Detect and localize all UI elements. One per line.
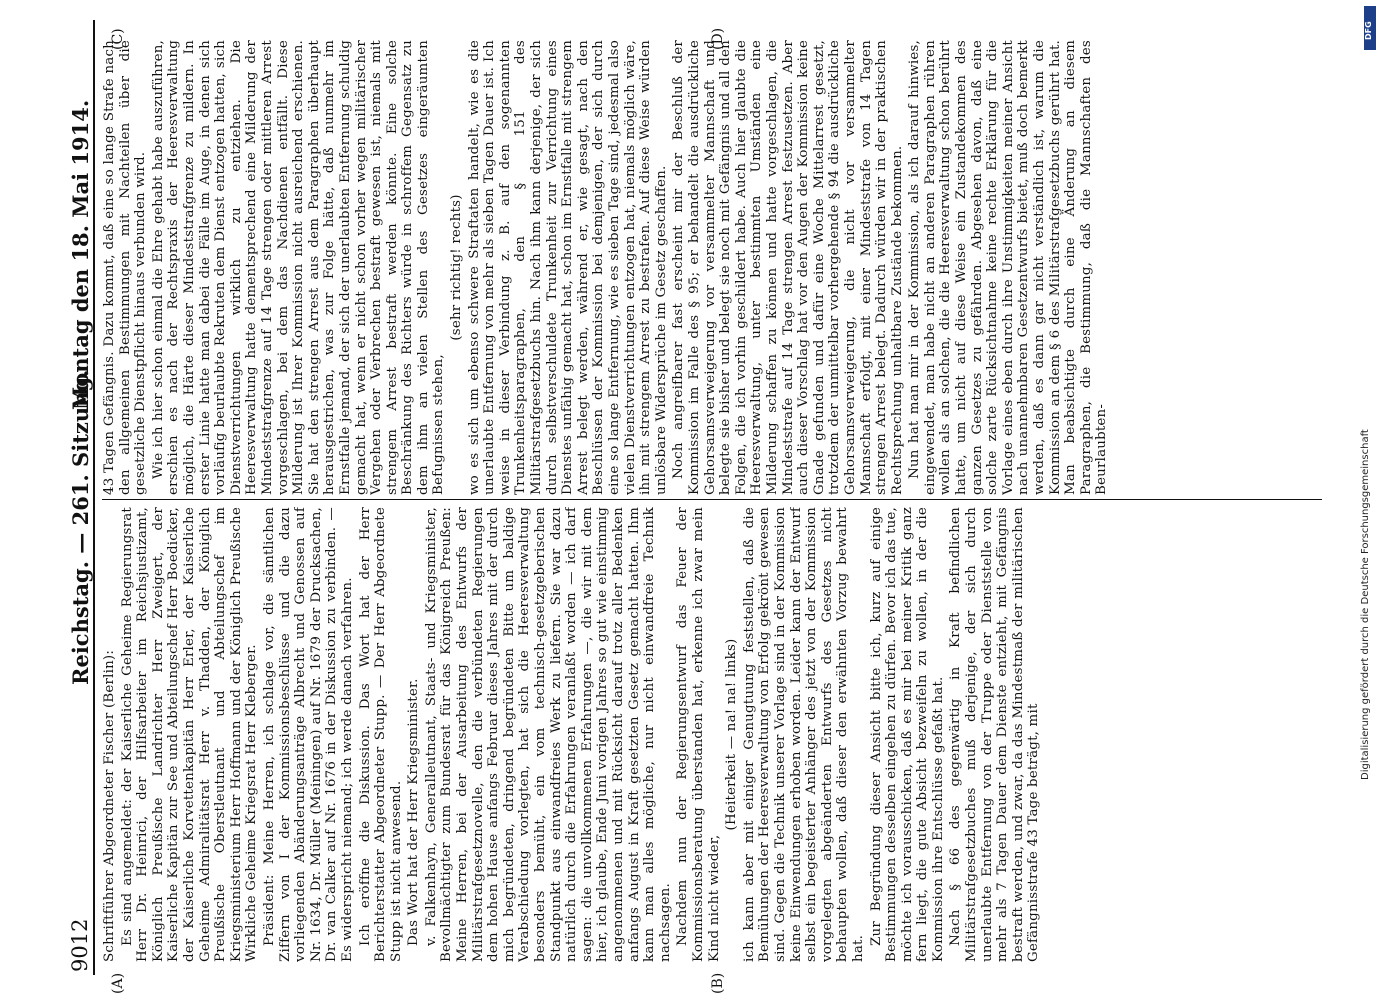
left-column xyxy=(102,507,1322,962)
column-divider xyxy=(102,499,1322,500)
paragraph: Schriftführer Abgeordneter Fischer (Berlin): xyxy=(102,649,117,962)
paragraph: Ich eröffne die Diskussion. Das Wort hat der Herr Berichterstatter Abgeordneter Stupp. — Der Herr Abgeordnete Stupp ist nicht anwesend. xyxy=(357,507,404,962)
paragraph: Wie ich hier schon einmal die Ehre gehabt habe auszuführen, erschien es nach der Rechtspraxis der Heeresverwaltung möglich, die Härte dieser Mindeststrafgrenze zu mildern. In erster Linie hatte man dabei die Fälle im Auge, in denen sich vorläufig beurlaubte Rekruten dem Dienst entzogen hatten, sich Dienstverrichtungen wirklich zu entziehen. Die Heeresverwaltung hatte dementsprechend eine Milderung der Mindeststrafgrenze auf 14 Tage strengen oder mittleren Arrest vorgeschlagen, bei dem das Nachdienen entfällt. Diese Milderung ist Ihrer Kommission nicht ausreichend erschienen. Sie hat den strengen Arrest aus dem Paragraphen überhaupt herausgestrichen, was zur Folge hätte, daß nunmehr im Ernstfalle jemand, der sich der unerlaubten Entfernung schuldig gemacht hat, wenn er nicht schon vorher wegen militärischer Vergehen oder Verbrechen bestraft gewesen ist, niemals mit strengem Arrest bestraft werden könnte. Eine solche Beschränkung des Richters würde in schroffem Gegensatz zu dem ihm an vielen Stellen des Gesetzes eingeräumten Befugnissen stehen, xyxy=(150,40,447,495)
paragraph: Präsident: Meine Herren, ich schlage vor, die sämtlichen Ziffern von I der Kommissionsbeschlüsse und die dazu vorliegenden Abänderungsanträge Albrecht und Genossen auf Nr. 1634, Dr. Müller (Meiningen) auf Nr. 1679 der Drucksachen, Dr. van Calker auf Nr. 1676 in der Diskussion zu verbinden. — Es widerspricht niemand; ich werde danach verfahren. xyxy=(261,507,355,962)
margin-marker-c: (C) xyxy=(110,28,126,50)
paragraph: ich kann aber mit einiger Genugtuung feststellen, daß die Bemühungen der Heeresverwaltung von Erfolg gekrönt gewesen sind. Gegen die Technik unserer Vorlage sind in der Kommission keine Einwendungen erhoben worden. Leider kann der Entwurf selbst ein begeisterter Anhänger des jetzt von der Kommission vorgelegten abgeänderten Entwurfs des Gesetzes nicht behaupten wollen, daß dieser den erwähnten Vorzug bewahrt hat. xyxy=(741,507,866,962)
paragraph: 43 Tagen Gefängnis. Dazu kommt, daß eine so lange Strafe nach den allgemeinen Bestimmungen mit Nachteilen über die gesetzliche Dienstpflicht hinaus verbunden wird. xyxy=(102,40,149,495)
paragraph: Das Wort hat der Herr Kriegsminister. xyxy=(406,678,422,946)
page-number: 9012 xyxy=(68,918,92,972)
credit-text: Digitalisierung gefördert durch die Deutsche Forschungsgemeinschaft xyxy=(1360,429,1371,780)
dfg-logo: DFG xyxy=(1364,6,1376,50)
page-header xyxy=(62,10,102,990)
paragraph: Nach § 66 des gegenwärtig in Kraft befindlichen Militärstrafgesetzbuches muß derjenige, der sich durch unerlaubte Entfernung von der Truppe oder Dienststelle von mehr als 7 Tagen Dauer dem Dienste entzieht, mit Gefängnis bestraft werden, und zwar, da das Mindestmaß der militärischen Gefängnisstrafe 43 Tage beträgt, mit xyxy=(948,507,1042,962)
paragraph: Noch angreifbarer fast erscheint mir der Beschluß der Kommission im Falle des § 95; er behandelt die ausdrückliche Gehorsamsverweigerung vor versammelter Mannschaft und belegte sie bisher und belegt sie noch mit Gefängnis und all den Folgen, die ich vorhin geschildert habe. Auch hier glaubte die Heeresverwaltung, unter bestimmten Umständen eine Milderung schaffen zu können und hatte vorgeschlagen, die Mindeststrafe auf 14 Tage strengen Arrest festzusetzen. Aber auch dieser Vorschlag hat vor den Augen der Kommission keine Gnade gefunden und dafür eine Woche Mittelarrest gesetzt, trotzdem der unmittelbar vorhergehende § 94 die ausdrückliche Gehorsamsverweigerung, die nicht vor versammelter Mannschaft erfolgt, mit einer Mindeststrafe von 14 Tagen strengen Arrest belegt. Dadurch würden wir in der praktischen Rechtsprechung unhaltbare Zustände bekommen. xyxy=(671,40,905,495)
margin-marker-d: (D) xyxy=(710,27,726,50)
digitization-credit xyxy=(1360,20,1380,780)
margin-marker-a: (A) xyxy=(110,972,126,994)
paragraph: Zur Begründung dieser Ansicht bitte ich, kurz auf einige Bestimmungen desselben eingehen zu dürfen. Bevor ich das tue, möchte ich vorausschicken, daß es mir bei meiner Kritik ganz fern liegt, die gute Absicht bezweifeln zu wollen, in der die Kommission ihre Entschlüsse gefaßt hat. xyxy=(868,507,946,962)
paragraph: Nun hat man mir in der Kommission, als ich darauf hinwies, eingewendet, man habe nicht an anderen Paragraphen rühren wollen als an solchen, die die Heeresverwaltung schon berührt hatte, um nicht auf diese Weise ein Zustandekommen des ganzen Gesetzes zu gefährden. Abgesehen davon, daß eine solche zarte Rücksichtnahme keine rechte Erklärung für die Vorlage eines eben durch ihre Unstimmigkeiten meiner Ansicht nach unannehmbaren Gesetzentwurfs bietet, muß doch bemerkt werden, daß es dann gar nicht verständlich ist, warum die Kommission an dem § 6 des Militärstrafgesetzbuchs gerührt hat. Man beabsichtigte durch eine Änderung an diesem Paragraphen, die Bestimmung, daß die Mannschaften des Beurlaubten- xyxy=(907,40,1110,495)
interjection: (sehr richtig! rechts) xyxy=(449,194,465,341)
paragraph: v. Falkenhayn, Generalleutnant, Staats- und Kriegsminister, Bevollmächtigter zum Bundesrat für das Königreich Preußen: Meine Herren, bei der Ausarbeitung des Entwurfs der Militärstrafgesetznovelle, den die verbündeten Regierungen dem hohen Hause anfangs Februar dieses Jahres mit der durch mich begründeten, dringend begründeten Bitte um baldige Verabschiedung vorlegten, hat sich die Heeresverwaltung besonders bemüht, ein vom technisch-gesetzgeberischen Standpunkt aus einwandfreies Werk zu liefern. Sie war dazu natürlich durch die Erfahrungen veranlaßt worden — ich darf sagen: die unvollkommenen Erfahrungen —, die wir mit dem hier, ich glaube, Ende Juni vorigen Jahres so gut wie einstimmig angenommenen und mit Rücksicht darauf trotz aller Bedenken anfangs August in Kraft gesetzten Gesetz gemacht hatten. Ihm kann man alles mögliche, nur nicht einwandfreie Technik nachsagen. xyxy=(423,507,673,962)
paragraph: wo es sich um ebenso schwere Straftaten handelt, wie es die unerlaubte Entfernung von mehr als sieben Tagen Dauer ist. Ich weise in dieser Verbindung z. B. auf den sogenannten Trunkenheitsparagraphen, den § 151 des Militärstrafgesetzbuchs hin. Nach ihm kann derjenige, der sich durch selbstverschuldete Trunkenheit zur Verrichtung eines Dienstes unfähig gemacht hat, schon im Ernstfalle mit strengem Arrest belegt werden, während er, wie gesagt, nach den Beschlüssen der Kommission bei demjenigen, der sich durch eine so lange Entfernung, wie es sieben Tage sind, jedesmal also vielen Dienstverrichtungen entzogen hat, niemals möglich wäre, ihn mit strengem Arrest zu bestrafen. Auf diese Weise würden unlösbare Widersprüche im Gesetz geschaffen. xyxy=(466,40,669,495)
session-date: Montag den 18. Mai 1914. xyxy=(68,99,93,410)
paragraph: Nachdem nun der Regierungsentwurf das Feuer der Kommissionsberatung überstanden hat, erkenne ich zwar mein Kind nicht wieder, xyxy=(675,507,722,962)
margin-marker-b: (B) xyxy=(710,972,726,994)
header-rule xyxy=(93,20,95,975)
paragraph: Es sind angemeldet: der Kaiserliche Geheime Regierungsrat Herr Dr. Heinrici, der Hilfsarbeiter im Reichsjustizamt, Königlich Preußische Landrichter Herr Zweigert, der Kaiserliche Kapitän zur See und Abteilungschef Herr Boedicker, der Kaiserliche Korvettenkapitän Herr Erler, der Kaiserliche Geheime Admiralitätsrat Herr v. Thadden, der Königlich Preußische Oberstleutnant und Abteilungschef im Kriegsministerium Herr Hoffmann und der Königlich Preußische Wirkliche Geheime Kriegsrat Herr Kleberger. xyxy=(119,507,260,962)
interjection: (Heiterkeit — na! na! links) xyxy=(724,638,740,831)
right-column xyxy=(102,40,1322,495)
session-title: Reichstag. — 261. Sitzung. xyxy=(68,369,93,685)
